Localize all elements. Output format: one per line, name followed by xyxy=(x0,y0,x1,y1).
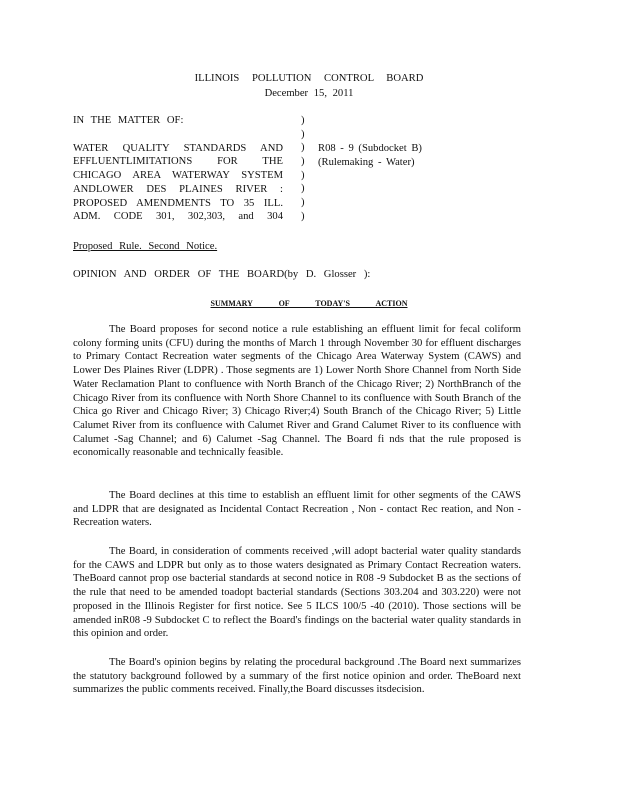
docket-number: R08 - 9 (Subdocket B) xyxy=(318,143,422,154)
docket-type: (Rulemaking - Water) xyxy=(318,156,415,168)
caption-title-line: PROPOSED AMENDMENTS TO 35 ILL. xyxy=(73,197,283,209)
caption-title-line: ADM. CODE 301, 302,303, and 304 xyxy=(73,211,283,223)
caption-title-line: ANDLOWER DES PLAINES RIVER : xyxy=(73,183,283,195)
docket-info xyxy=(318,142,448,169)
summary-heading: SUMMARY OF TODAY'S ACTION xyxy=(210,299,408,308)
body-paragraph: The Board declines at this time to establish an effluent limit for other segments of the CAWS and LDPR that are designated as Incidental Contact Recreation , Non - contact Rec reation, and Non -Recreation waters. xyxy=(73,490,521,529)
case-caption xyxy=(73,114,301,224)
caption-title-line: EFFLUENTLIMITATIONS FOR THE xyxy=(73,156,283,168)
caption-title-line: WATER QUALITY STANDARDS AND xyxy=(73,142,283,154)
caption-title-line: CHICAGO AREA WATERWAY SYSTEM xyxy=(73,170,283,182)
agency-name: ILLINOIS POLLUTION CONTROL BOARD xyxy=(194,73,424,84)
opinion-heading: OPINION AND ORDER OF THE BOARD(by D. Glosser ): xyxy=(73,269,371,280)
body-paragraph: The Board's opinion begins by relating the procedural background .The Board next summarizes the statutory background followed by a summary of the first notice opinion and order. TheBoard next summarizes the public comments received. Finally,the Board discusses itsdecision. xyxy=(73,657,521,696)
body-paragraph: The Board, in consideration of comments received ,will adopt bacterial water quality standards for the CAWS and LDPR but only as to those waters designated as Primary Contact Recreation waters. TheBoard cannot prop ose bacterial standards at second notice in R08 -9 Subdocket B as the sections of the rule that need to be amended toadopt bacterial standards (Sections 303.204 and 303.220) were not proposed in the Illinois Register for first notice. See 5 ILCS 100/5 -40 (2010). Those sections will be amended inR08 -9 Subdocket C to reflect the Board's findings on the bacterial water quality standards in this opinion and order. xyxy=(73,546,521,640)
proposed-rule-label: Proposed Rule. Second Notice. xyxy=(73,241,218,252)
body-paragraph: The Board proposes for second notice a rule establishing an effluent limit for fecal coliform colony forming units (CFU) during the months of March 1 through November 30 for effluent discharges to Primary Contact Recreation water segments of the Chicago Area Waterway System (CAWS) and Lower Des Plaines River (LDPR) . Those segments are 1) Lower North Shore Channel from North Side Water Reclamation Plant to confluence with North Branch of the Chicago River; 2) NorthBranch of the Chicago River from its confluence with North Shore Channel to its confluence with South Branch of the Chica go River and Chicago River; 3) Chicago River;4) South Branch of the Chicago River; 5) Little Calumet River from its confluence with Calumet River and Grand Calumet River to its confluence with Calumet -Sag Channel; and 6) Calumet -Sag Channel. The Board fi nds that the rule proposed is economically reasonable and technically feasible. xyxy=(73,324,521,459)
document-date: December 15, 2011 xyxy=(264,88,354,99)
caption-parentheses: ) ) ) ) ) ) ) ) xyxy=(301,115,305,222)
in-the-matter-label: IN THE MATTER OF: xyxy=(73,115,184,126)
